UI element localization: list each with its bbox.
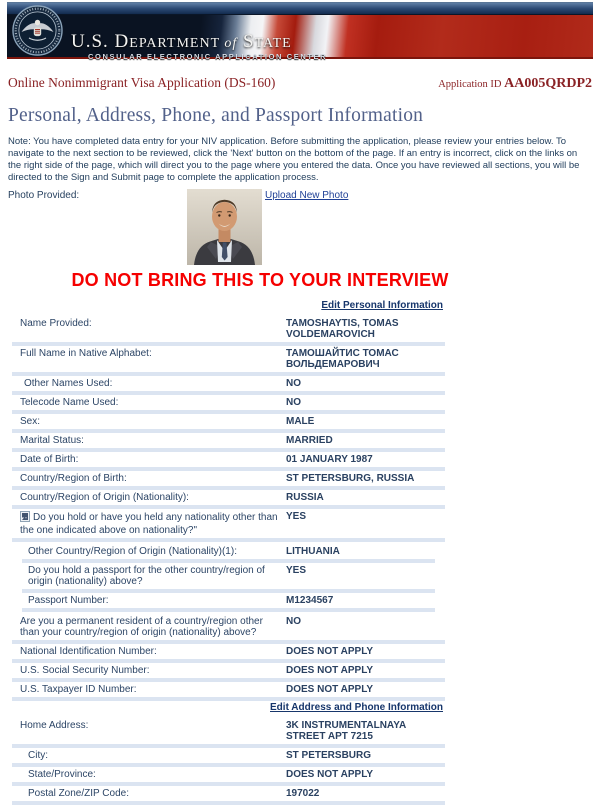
application-id-label: Application ID [438, 79, 505, 90]
table-row [18, 564, 435, 593]
photo-provided-label: Photo Provided: [8, 190, 80, 201]
table-row [8, 434, 445, 452]
row-divider [22, 559, 435, 563]
field-value: 197022 [286, 788, 320, 799]
field-label: National Identification Number: [20, 646, 157, 657]
table-row [8, 377, 445, 395]
table-row [8, 749, 445, 767]
application-id [438, 74, 592, 92]
field-label: Telecode Name Used: [20, 397, 119, 408]
field-value: YES [286, 511, 307, 522]
field-value: M1234567 [286, 595, 334, 606]
field-value: ST PETERSBURG, RUSSIA [286, 473, 415, 484]
banner-flag-background [7, 15, 593, 59]
table-row [18, 545, 435, 563]
table-row [8, 719, 445, 748]
field-label: Name Provided: [20, 318, 92, 329]
row-divider [12, 763, 445, 767]
row-divider [12, 659, 445, 663]
state-department-seal-icon [12, 5, 63, 56]
table-row [8, 683, 445, 701]
row-divider [12, 640, 445, 644]
banner-subtitle: CONSULAR ELECTRONIC APPLICATION CENTER [88, 52, 328, 61]
field-value: DOES NOT APPLY [286, 769, 374, 780]
row-divider [12, 429, 445, 433]
field-value: YES [286, 565, 307, 576]
page-title: Personal, Address, Phone, and Passport Information [8, 105, 424, 126]
field-label: Other Country/Region of Origin (Nationality)(1): [28, 546, 237, 557]
field-label: Other Names Used: [24, 378, 113, 389]
row-divider [22, 589, 435, 593]
field-value: RUSSIA [286, 492, 324, 503]
table-row [18, 594, 435, 612]
upload-new-photo-link[interactable]: Upload New Photo [265, 190, 349, 201]
table-row [8, 415, 445, 433]
field-label: Are you a permanent resident of a country/region other than your country/region of origin (nationality) above? [20, 616, 263, 638]
row-divider [12, 782, 445, 786]
department-title: U.S. DEPARTMENT of STATE [71, 31, 292, 52]
photo-section [8, 189, 592, 268]
field-label: Date of Birth: [20, 454, 79, 465]
row-divider [12, 467, 445, 471]
title-bar [8, 74, 592, 92]
row-divider [12, 538, 445, 542]
row-divider [12, 505, 445, 509]
field-value: LITHUANIA [286, 546, 340, 557]
table-row [8, 396, 445, 414]
row-divider [12, 391, 445, 395]
row-divider [22, 608, 435, 612]
application-title: Online Nonimmigrant Visa Application (DS-160) [8, 75, 276, 90]
field-value: ST PETERSBURG [286, 750, 372, 761]
interview-warning-text: DO NOT BRING THIS TO YOUR INTERVIEW [71, 270, 449, 290]
field-value: DOES NOT APPLY [286, 665, 374, 676]
applicant-photo [187, 189, 262, 265]
field-value: DOES NOT APPLY [286, 646, 374, 657]
field-value: 01 JANUARY 1987 [286, 454, 373, 465]
field-value: NO [286, 397, 301, 408]
field-label: State/Province: [28, 769, 96, 780]
field-value: 3K INSTRUMENTALNAYA STREET APT 7215 [286, 720, 406, 742]
table-row [8, 664, 445, 682]
field-label: City: [28, 750, 48, 761]
row-divider [12, 372, 445, 376]
table-row [8, 615, 445, 644]
application-id-value: AA005QRDP2 [504, 76, 592, 91]
table-row [8, 768, 445, 786]
other-nationality-subgroup [18, 545, 435, 612]
field-label-text: Do you hold or have you held any nationality other than the one indicated above on nationality?" [20, 512, 278, 536]
field-value: NO [286, 378, 301, 389]
edit-personal-information-link[interactable]: Edit Personal Information [321, 300, 443, 311]
table-row [8, 453, 445, 471]
banner-top-stripe [7, 2, 593, 15]
row-divider [12, 744, 445, 748]
field-label: Sex: [20, 416, 41, 427]
review-note: Note: You have completed data entry for your NIV application. Before submitting the application, please review your entries below. To navigate to the next section to be reviewed, click the 'Next' button on the bottom of the page. If an entry is incorrect, click on the links on the right side of the page, which will direct you to the page where you entered the data. Once you have reviewed all sections, you will be directed to the Sign and Submit page to complete the application process. [8, 136, 580, 183]
field-value: NO [286, 616, 301, 627]
field-label: U.S. Taxpayer ID Number: [20, 684, 137, 695]
table-row [8, 645, 445, 663]
edit-personal-row [8, 300, 445, 312]
field-label: Postal Zone/ZIP Code: [28, 788, 129, 799]
field-label: Home Address: [20, 720, 89, 731]
table-row [8, 472, 445, 490]
field-value: ТАМОШАЙТИС ТОМАС ВОЛЬДЕМАРОВИЧ [286, 348, 399, 370]
field-label: Country/Region of Origin (Nationality): [20, 492, 189, 503]
review-table [8, 300, 445, 805]
field-label: Country/Region of Birth: [20, 473, 127, 484]
field-label: U.S. Social Security Number: [20, 665, 150, 676]
field-value: MALE [286, 416, 315, 427]
field-value: MARRIED [286, 435, 333, 446]
table-row [8, 317, 445, 346]
row-divider [12, 342, 445, 346]
row-divider [12, 410, 445, 414]
edit-address-phone-information-link[interactable]: Edit Address and Phone Information [270, 702, 443, 713]
site-banner [7, 2, 593, 59]
table-row [8, 787, 445, 805]
field-label: Full Name in Native Alphabet: [20, 348, 152, 359]
row-divider [12, 678, 445, 682]
table-row [8, 510, 445, 542]
edit-address-row [8, 702, 445, 714]
field-value: DOES NOT APPLY [286, 684, 374, 695]
field-label: Marital Status: [20, 435, 84, 446]
row-divider [12, 486, 445, 490]
table-row [8, 347, 445, 376]
table-row [8, 491, 445, 509]
field-label [8, 510, 286, 537]
row-divider [12, 697, 445, 701]
field-value: TAMOSHAYTIS, TOMAS VOLDEMAROVICH [286, 318, 399, 340]
row-divider [12, 801, 445, 805]
field-label: Do you hold a passport for the other country/region of origin (nationality) above? [28, 565, 265, 587]
help-icon[interactable] [20, 511, 30, 525]
row-divider [12, 448, 445, 452]
field-label: Passport Number: [28, 595, 109, 606]
